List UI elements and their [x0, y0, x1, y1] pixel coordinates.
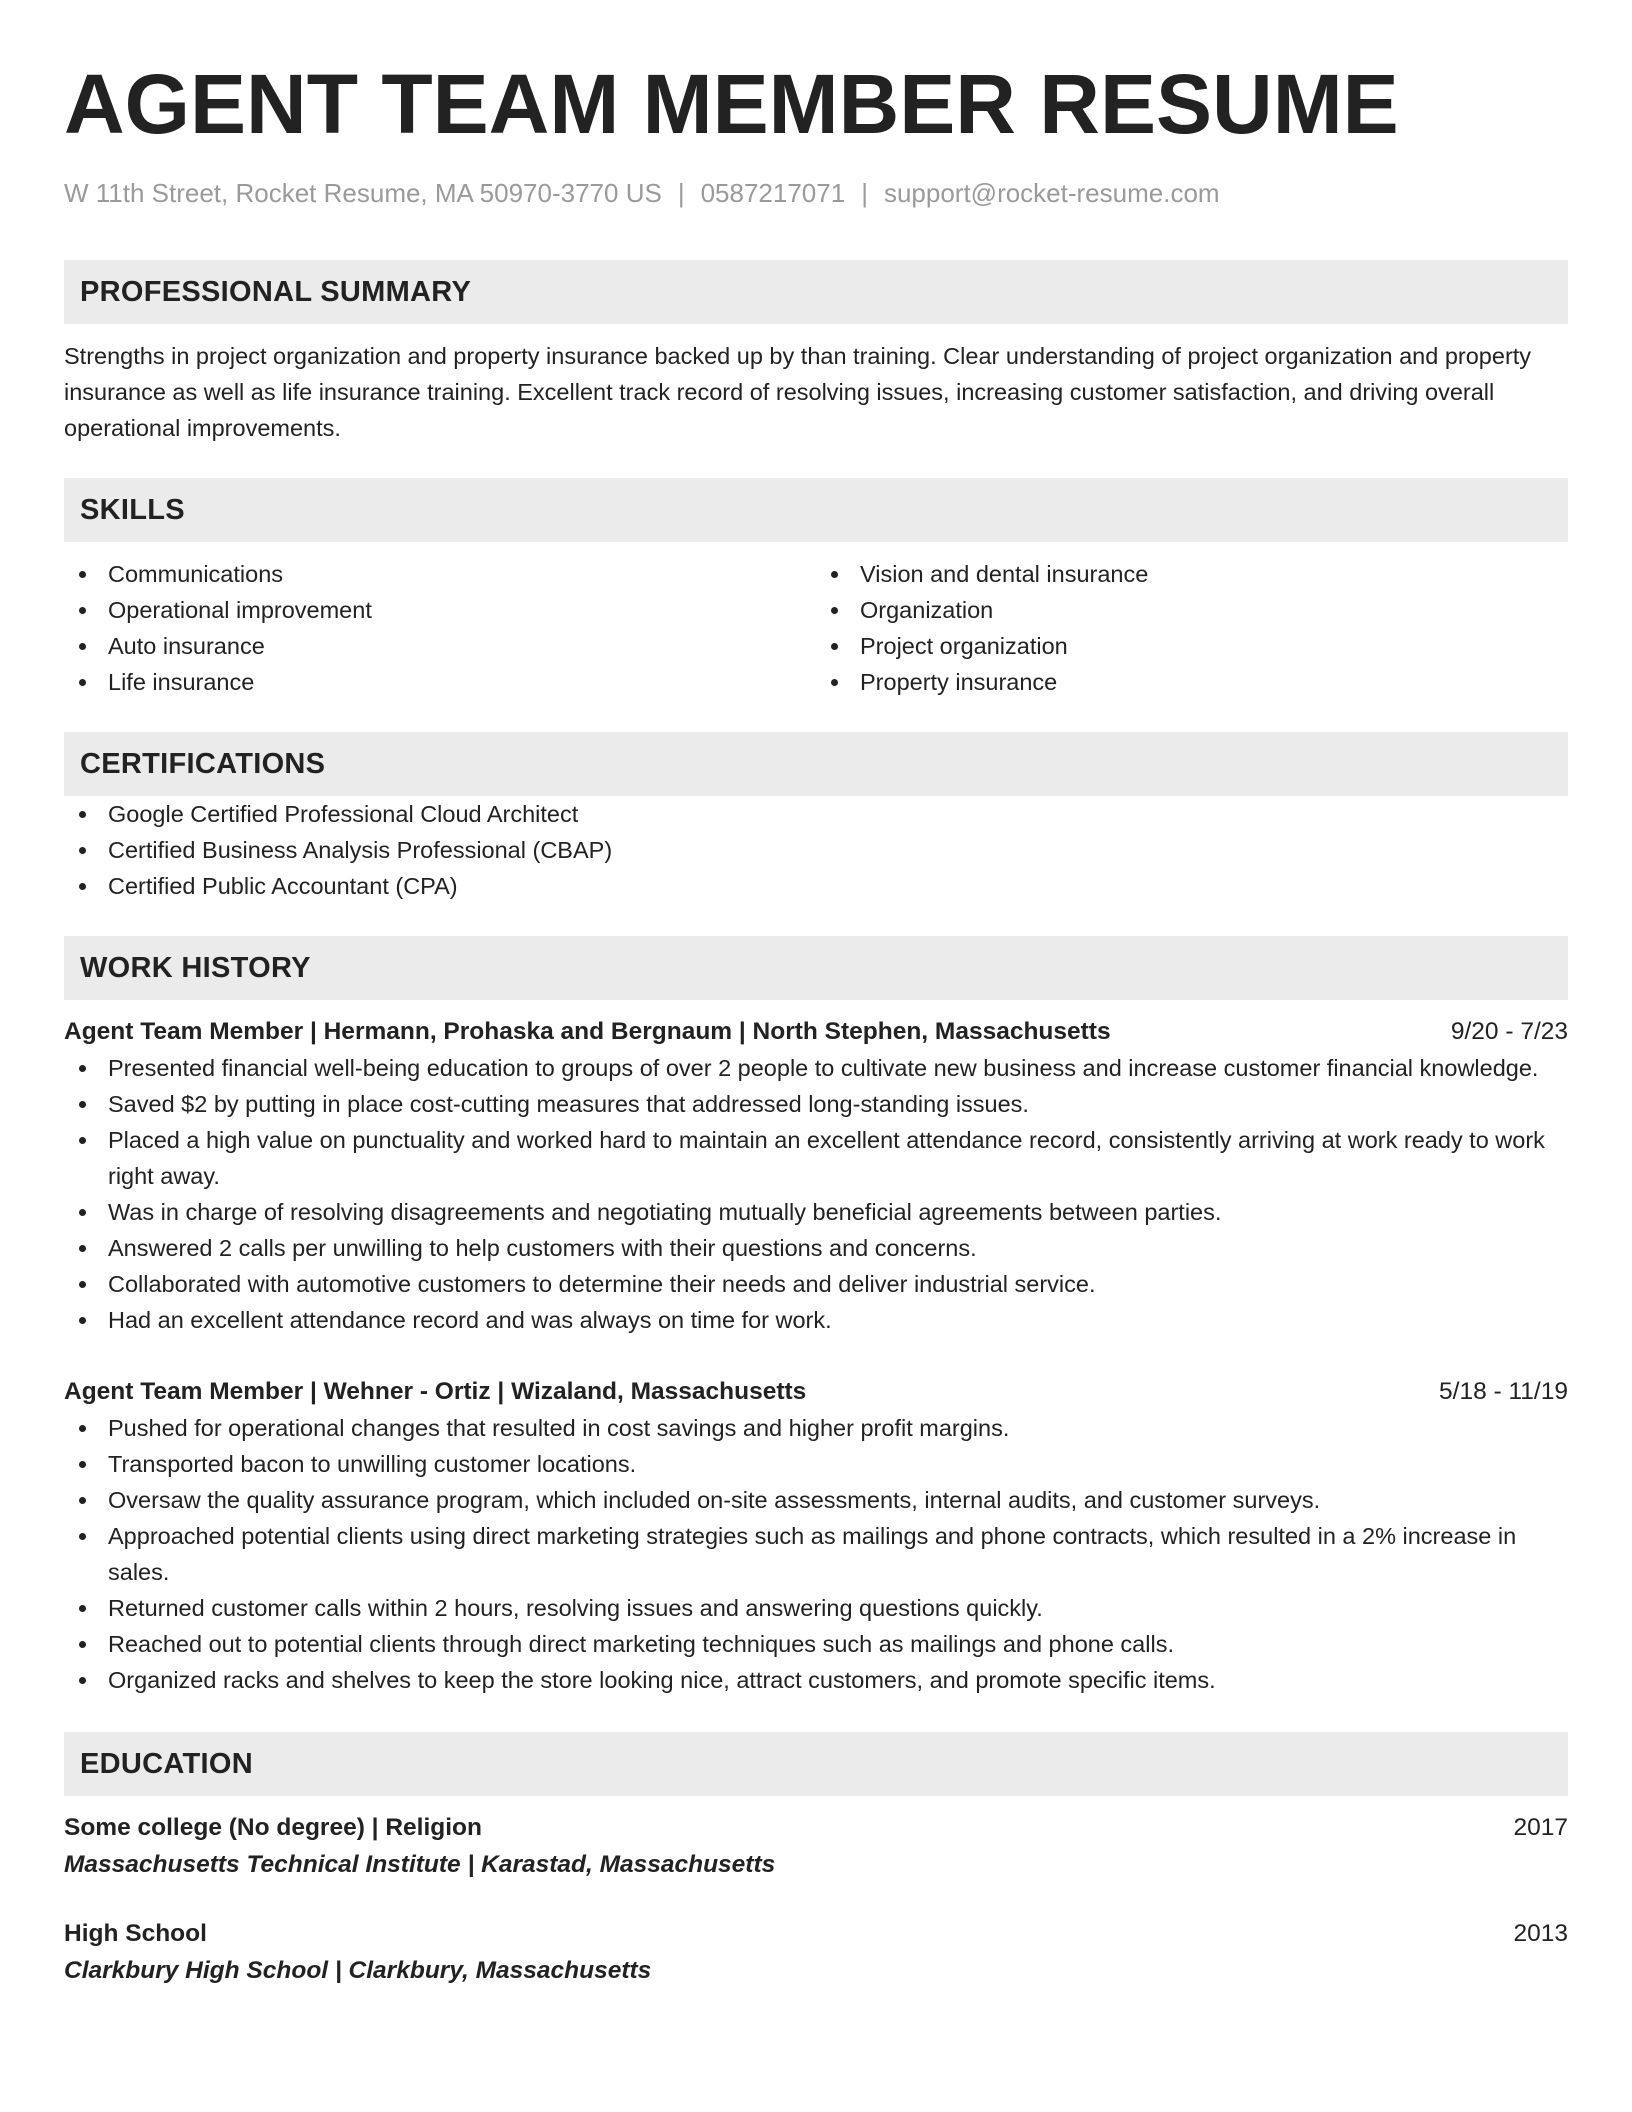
job-bullets [64, 1410, 1568, 1698]
contact-separator: | [677, 178, 685, 208]
skill-item: Life insurance [64, 664, 816, 700]
skill-item: Vision and dental insurance [816, 556, 1568, 592]
job-dates: 9/20 - 7/23 [1450, 1018, 1568, 1045]
job-bullet: Was in charge of resolving disagreements and negotiating mutually beneficial agreements between parties. [64, 1194, 1568, 1230]
bullet-icon [79, 643, 86, 650]
bullet-icon [79, 1209, 86, 1216]
job-dates: 5/18 - 11/19 [1439, 1378, 1568, 1405]
bullet-icon [831, 571, 838, 578]
skill-item: Property insurance [816, 664, 1568, 700]
job-bullet: Returned customer calls within 2 hours, resolving issues and answering questions quickly. [64, 1590, 1568, 1626]
bullet-icon [79, 1137, 86, 1144]
bullet-icon [79, 1605, 86, 1612]
job-entry [64, 1014, 1568, 1338]
skill-item: Auto insurance [64, 628, 816, 664]
education-header [64, 1916, 1568, 1952]
job-bullet: Answered 2 calls per unwilling to help customers with their questions and concerns. [64, 1230, 1568, 1266]
summary-text: Strengths in project organization and property insurance backed up by than training. Clear understanding of project organization and property insurance as well as life insurance training. Excellent track record of resolving issues, increasing customer satisfaction, and driving overall operational improvements. [64, 343, 1532, 441]
bullet-icon [79, 1461, 86, 1468]
contact-separator: | [861, 178, 868, 208]
contact-phone[interactable]: 0587217071 [700, 178, 846, 208]
job-header [64, 1374, 1568, 1410]
bullet-icon [79, 883, 86, 890]
certifications-list [64, 796, 1568, 904]
job-bullet: Presented financial well-being education to groups of over 2 people to cultivate new business and increase customer financial knowledge. [64, 1050, 1568, 1086]
bullet-icon [79, 811, 86, 818]
bullet-icon [79, 1533, 86, 1540]
certification-item: Google Certified Professional Cloud Architect [64, 796, 1568, 832]
summary-heading: PROFESSIONAL SUMMARY [64, 260, 1568, 324]
bullet-icon [79, 847, 86, 854]
contact-email[interactable]: support@rocket-resume.com [883, 178, 1220, 208]
certification-item: Certified Public Accountant (CPA) [64, 868, 1568, 904]
job-bullet: Pushed for operational changes that resulted in cost savings and higher profit margins. [64, 1410, 1568, 1446]
bullet-icon [79, 1317, 86, 1324]
bullet-icon [831, 679, 838, 686]
education-entry [64, 1916, 1568, 1990]
job-header [64, 1014, 1568, 1050]
bullet-icon [79, 1497, 86, 1504]
bullet-icon [79, 1101, 86, 1108]
job-bullets [64, 1050, 1568, 1338]
contact-line [64, 176, 1568, 210]
job-bullet: Saved $2 by putting in place cost-cutting measures that addressed long-standing issues. [64, 1086, 1568, 1122]
education-year: 2013 [1513, 1920, 1568, 1947]
skill-item: Organization [816, 592, 1568, 628]
job-bullet: Placed a high value on punctuality and worked hard to maintain an excellent attendance record, consistently arriving at work ready to work right away. [64, 1122, 1568, 1194]
job-bullet: Reached out to potential clients through direct marketing techniques such as mailings and phone calls. [64, 1626, 1568, 1662]
contact-address: W 11th Street, Rocket Resume, MA 50970-3770 US [64, 178, 662, 208]
bullet-icon [79, 1641, 86, 1648]
skills-list [64, 556, 1568, 700]
bullet-icon [79, 571, 86, 578]
bullet-icon [79, 607, 86, 614]
skills-heading: SKILLS [64, 478, 1568, 542]
education-entry [64, 1810, 1568, 1884]
job-bullet: Approached potential clients using direct marketing strategies such as mailings and phone contracts, which resulted in a 2% increase in sales. [64, 1518, 1568, 1590]
job-title: Agent Team Member | Hermann, Prohaska and Bergnaum | North Stephen, Massachusetts [64, 1018, 1111, 1045]
bullet-icon [79, 1065, 86, 1072]
bullet-icon [79, 679, 86, 686]
bullet-icon [79, 1281, 86, 1288]
education-school: Massachusetts Technical Institute | Karastad, Massachusetts [64, 1851, 776, 1878]
bullet-icon [79, 1245, 86, 1252]
education-degree: High School [64, 1920, 207, 1947]
education-degree: Some college (No degree) | Religion [64, 1814, 482, 1841]
education-school: Clarkbury High School | Clarkbury, Massachusetts [64, 1957, 652, 1984]
skill-item: Operational improvement [64, 592, 816, 628]
skill-item: Project organization [816, 628, 1568, 664]
education-heading: EDUCATION [64, 1732, 1568, 1796]
job-entry [64, 1374, 1568, 1698]
job-bullet: Transported bacon to unwilling customer locations. [64, 1446, 1568, 1482]
job-bullet: Had an excellent attendance record and was always on time for work. [64, 1302, 1568, 1338]
skills-column-right [816, 556, 1568, 700]
job-bullet: Oversaw the quality assurance program, which included on-site assessments, internal audits, and customer surveys. [64, 1482, 1568, 1518]
bullet-icon [79, 1425, 86, 1432]
job-title: Agent Team Member | Wehner - Ortiz | Wizaland, Massachusetts [64, 1378, 807, 1405]
education-header [64, 1810, 1568, 1846]
skills-column-left [64, 556, 816, 700]
job-bullet: Collaborated with automotive customers to determine their needs and deliver industrial service. [64, 1266, 1568, 1302]
bullet-icon [831, 607, 838, 614]
job-bullet: Organized racks and shelves to keep the store looking nice, attract customers, and promote specific items. [64, 1662, 1568, 1698]
skill-item: Communications [64, 556, 816, 592]
education-year: 2017 [1513, 1814, 1568, 1841]
work-history-heading: WORK HISTORY [64, 936, 1568, 1000]
certification-item: Certified Business Analysis Professional (CBAP) [64, 832, 1568, 868]
certifications-heading: CERTIFICATIONS [64, 732, 1568, 796]
bullet-icon [79, 1677, 86, 1684]
bullet-icon [831, 643, 838, 650]
resume-title: AGENT TEAM MEMBER RESUME [64, 57, 1399, 151]
